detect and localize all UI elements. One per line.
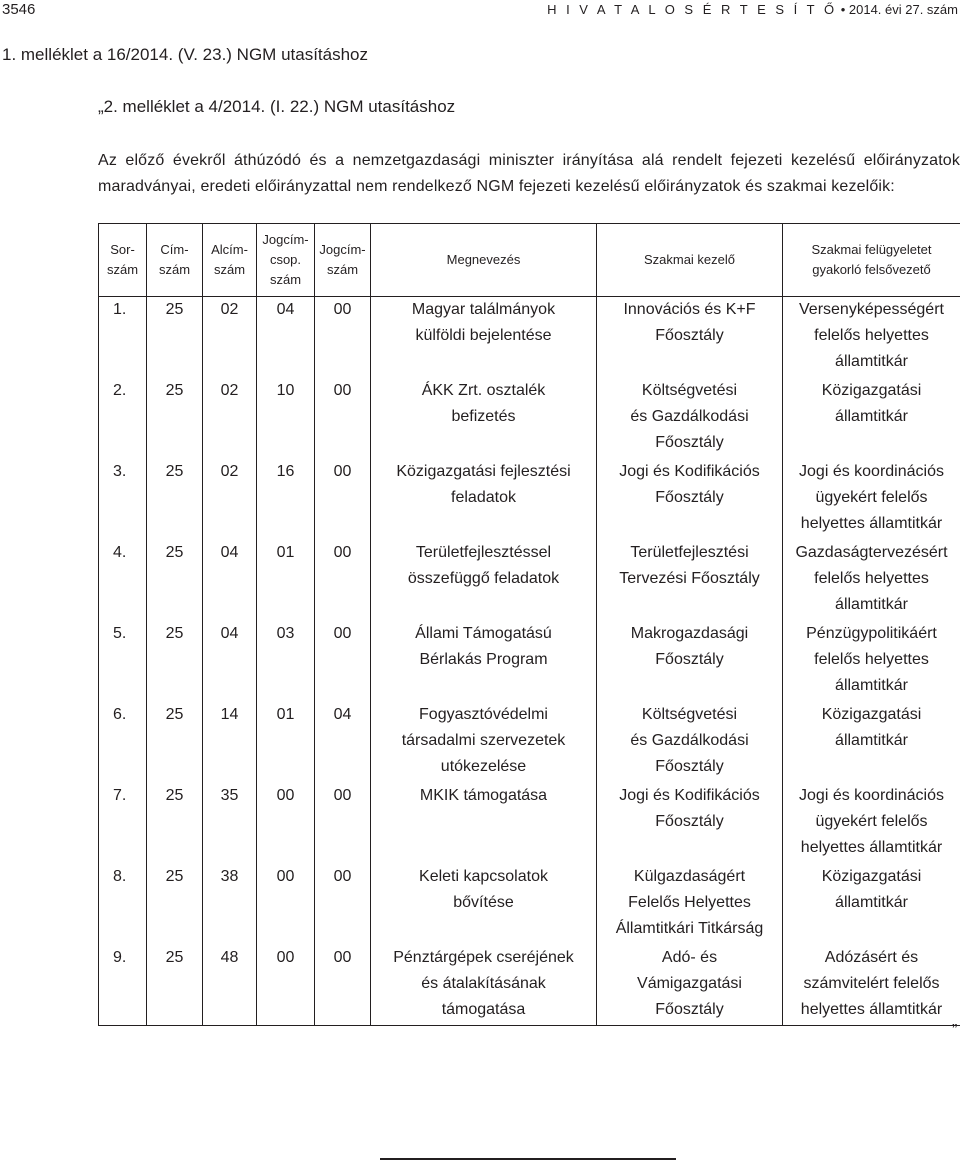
cell-jogcim-csop-szam: 16 bbox=[257, 459, 315, 540]
cell-row-number: 9. bbox=[99, 945, 147, 1026]
cell-jogcim-szam: 00 bbox=[315, 945, 371, 1026]
cell-alcim-szam: 35 bbox=[203, 783, 257, 864]
cell-megnevezes: MKIK támogatása bbox=[371, 783, 597, 864]
cell-szakmai-kezelo: Jogi és Kodifikációs Főosztály bbox=[597, 459, 783, 540]
cell-felugyelet: Közigazgatási államtitkár bbox=[783, 378, 960, 459]
cell-alcim-szam: 04 bbox=[203, 621, 257, 702]
cell-jogcim-csop-szam: 00 bbox=[257, 945, 315, 1026]
cell-cim-szam: 25 bbox=[147, 783, 203, 864]
cell-jogcim-csop-szam: 00 bbox=[257, 783, 315, 864]
cell-szakmai-kezelo: Területfejlesztési Tervezési Főosztály bbox=[597, 540, 783, 621]
cell-jogcim-szam: 00 bbox=[315, 378, 371, 459]
cell-row-number: 7. bbox=[99, 783, 147, 864]
cell-jogcim-csop-szam: 00 bbox=[257, 864, 315, 945]
cell-cim-szam: 25 bbox=[147, 864, 203, 945]
cell-jogcim-csop-szam: 01 bbox=[257, 702, 315, 783]
running-header bbox=[547, 0, 958, 20]
intro-paragraph: Az előző évekről áthúzódó és a nemzetgazdasági miniszter irányítása alá rendelt fejezeti kezelésű előirányzatok maradványai, eredeti előirányzattal nem rendelkező NGM fejezeti kezelésű előirányzatok és szakmai kezelőik: bbox=[98, 152, 960, 195]
cell-jogcim-szam: 00 bbox=[315, 621, 371, 702]
cell-felugyelet: Közigazgatási államtitkár bbox=[783, 702, 960, 783]
cell-jogcim-csop-szam: 04 bbox=[257, 297, 315, 378]
issue-number: 2014. évi 27. szám bbox=[848, 2, 958, 17]
cell-jogcim-szam: 00 bbox=[315, 864, 371, 945]
table-row bbox=[99, 297, 960, 378]
cell-felugyelet: Versenyképességért felelős helyettes államtitkár bbox=[783, 297, 960, 378]
table-row bbox=[99, 540, 960, 621]
cell-alcim-szam: 02 bbox=[203, 378, 257, 459]
cell-jogcim-csop-szam: 01 bbox=[257, 540, 315, 621]
publication-name: H I V A T A L O S É R T E S Í T Ő bbox=[547, 2, 838, 17]
table-row bbox=[99, 459, 960, 540]
cell-cim-szam: 25 bbox=[147, 459, 203, 540]
cell-felugyelet: Jogi és koordinációs ügyekért felelős helyettes államtitkár bbox=[783, 783, 960, 864]
cell-megnevezes: Területfejlesztéssel összefüggő feladatok bbox=[371, 540, 597, 621]
cell-felugyelet: Pénzügypolitikáért felelős helyettes államtitkár bbox=[783, 621, 960, 702]
cell-szakmai-kezelo: Költségvetési és Gazdálkodási Főosztály bbox=[597, 702, 783, 783]
col-sorszam-header: Sor- szám bbox=[99, 224, 147, 297]
cell-szakmai-kezelo: Költségvetési és Gazdálkodási Főosztály bbox=[597, 378, 783, 459]
cell-alcim-szam: 04 bbox=[203, 540, 257, 621]
header-bullet: • bbox=[840, 2, 849, 17]
table-row bbox=[99, 864, 960, 945]
col-jogcimszam-header: Jogcím- szám bbox=[315, 224, 371, 297]
cell-cim-szam: 25 bbox=[147, 945, 203, 1026]
cell-cim-szam: 25 bbox=[147, 621, 203, 702]
cell-megnevezes: Pénztárgépek cseréjének és átalakításának támogatása bbox=[371, 945, 597, 1026]
cell-jogcim-szam: 04 bbox=[315, 702, 371, 783]
cell-row-number: 4. bbox=[99, 540, 147, 621]
cell-megnevezes: Fogyasztóvédelmi társadalmi szervezetek utókezelése bbox=[371, 702, 597, 783]
cell-cim-szam: 25 bbox=[147, 297, 203, 378]
cell-szakmai-kezelo: Adó- és Vámigazgatási Főosztály bbox=[597, 945, 783, 1026]
cell-row-number: 6. bbox=[99, 702, 147, 783]
cell-szakmai-kezelo: Innovációs és K+F Főosztály bbox=[597, 297, 783, 378]
cell-felugyelet: Közigazgatási államtitkár bbox=[783, 864, 960, 945]
table-row bbox=[99, 945, 960, 1026]
table-header-row bbox=[99, 224, 960, 297]
annex-title: 1. melléklet a 16/2014. (V. 23.) NGM utasításhoz bbox=[2, 45, 369, 64]
cell-jogcim-csop-szam: 03 bbox=[257, 621, 315, 702]
cell-felugyelet: Gazdaságtervezésért felelős helyettes államtitkár bbox=[783, 540, 960, 621]
annex-subtitle: „2. melléklet a 4/2014. (I. 22.) NGM utasításhoz bbox=[98, 97, 456, 116]
cell-jogcim-csop-szam: 10 bbox=[257, 378, 315, 459]
table-row bbox=[99, 783, 960, 864]
closing-quote: ” bbox=[952, 1022, 958, 1039]
cell-szakmai-kezelo: Makrogazdasági Főosztály bbox=[597, 621, 783, 702]
cell-megnevezes: Közigazgatási fejlesztési feladatok bbox=[371, 459, 597, 540]
cell-jogcim-szam: 00 bbox=[315, 540, 371, 621]
col-szakmai-kezelo-header: Szakmai kezelő bbox=[597, 224, 783, 297]
footer-rule bbox=[380, 1158, 676, 1160]
cell-jogcim-szam: 00 bbox=[315, 783, 371, 864]
table-row bbox=[99, 621, 960, 702]
cell-cim-szam: 25 bbox=[147, 540, 203, 621]
cell-row-number: 3. bbox=[99, 459, 147, 540]
cell-alcim-szam: 14 bbox=[203, 702, 257, 783]
cell-cim-szam: 25 bbox=[147, 702, 203, 783]
cell-jogcim-szam: 00 bbox=[315, 297, 371, 378]
col-jogcimcsop-header: Jogcím- csop. szám bbox=[257, 224, 315, 297]
cell-row-number: 1. bbox=[99, 297, 147, 378]
col-felugyelet-header: Szakmai felügyeletet gyakorló felsővezető bbox=[783, 224, 960, 297]
col-cimszam-header: Cím- szám bbox=[147, 224, 203, 297]
cell-megnevezes: ÁKK Zrt. osztalék befizetés bbox=[371, 378, 597, 459]
appropriations-table bbox=[98, 223, 960, 1026]
cell-row-number: 8. bbox=[99, 864, 147, 945]
table-body bbox=[99, 297, 960, 1026]
cell-megnevezes: Magyar találmányok külföldi bejelentése bbox=[371, 297, 597, 378]
cell-felugyelet: Adózásért és számvitelért felelős helyettes államtitkár bbox=[783, 945, 960, 1026]
col-alcimszam-header: Alcím- szám bbox=[203, 224, 257, 297]
cell-cim-szam: 25 bbox=[147, 378, 203, 459]
cell-row-number: 5. bbox=[99, 621, 147, 702]
page-number: 3546 bbox=[2, 1, 36, 18]
col-megnevezes-header: Megnevezés bbox=[371, 224, 597, 297]
cell-szakmai-kezelo: Jogi és Kodifikációs Főosztály bbox=[597, 783, 783, 864]
cell-szakmai-kezelo: Külgazdaságért Felelős Helyettes Államtitkári Titkárság bbox=[597, 864, 783, 945]
table-row bbox=[99, 702, 960, 783]
cell-row-number: 2. bbox=[99, 378, 147, 459]
cell-felugyelet: Jogi és koordinációs ügyekért felelős helyettes államtitkár bbox=[783, 459, 960, 540]
cell-alcim-szam: 02 bbox=[203, 459, 257, 540]
cell-alcim-szam: 38 bbox=[203, 864, 257, 945]
cell-megnevezes: Keleti kapcsolatok bővítése bbox=[371, 864, 597, 945]
cell-alcim-szam: 02 bbox=[203, 297, 257, 378]
cell-alcim-szam: 48 bbox=[203, 945, 257, 1026]
cell-megnevezes: Állami Támogatású Bérlakás Program bbox=[371, 621, 597, 702]
cell-jogcim-szam: 00 bbox=[315, 459, 371, 540]
table-row bbox=[99, 378, 960, 459]
